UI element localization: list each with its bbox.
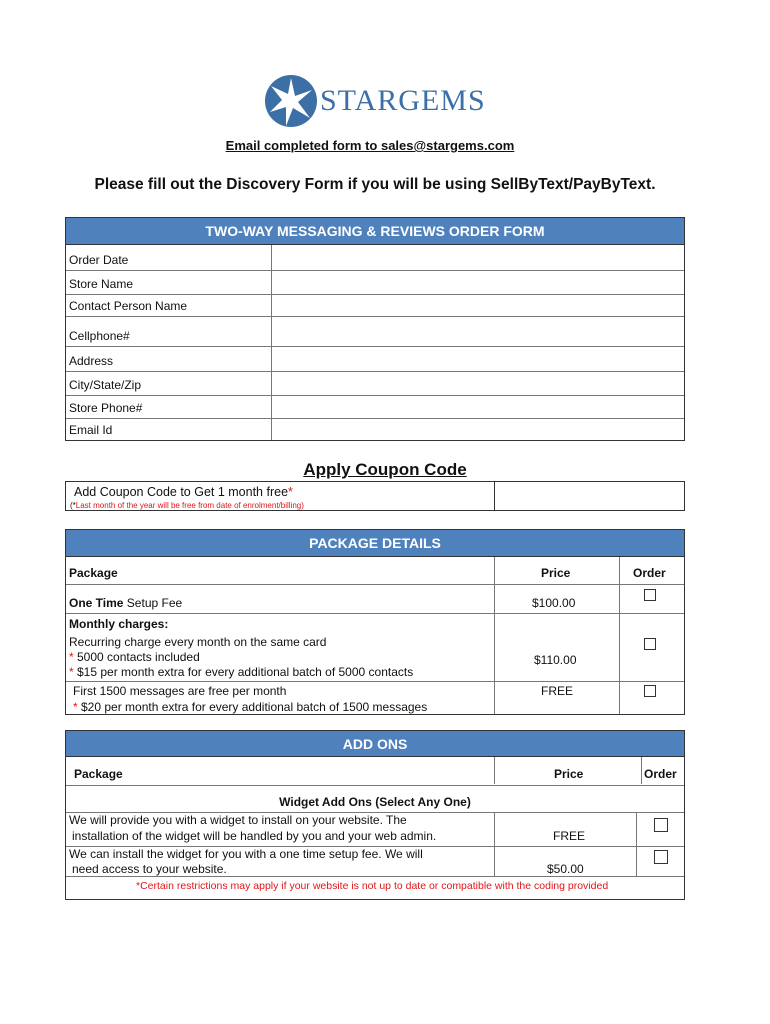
field-store-name	[66, 271, 684, 295]
discovery-form-note: Please fill out the Discovery Form if you will be using SellByText/PayByText.	[94, 176, 656, 193]
column-divider	[619, 557, 620, 714]
field-label: Store Phone#	[69, 401, 143, 415]
contact-person-input[interactable]	[271, 295, 684, 316]
restrictions-note: *Certain restrictions may apply if your website is not up to date or compatible with the coding provided	[136, 880, 609, 892]
coupon-row	[65, 481, 685, 511]
field-label: Cellphone#	[69, 329, 130, 343]
monthly-charges-line: Recurring charge every month on the same card	[69, 635, 327, 649]
field-store-phone	[66, 396, 684, 419]
stargems-logo	[262, 70, 502, 130]
add-ons-table	[65, 730, 685, 900]
widget-option-1-line: We will provide you with a widget to install on your website. The	[69, 813, 407, 827]
setup-fee-rest: Setup Fee	[123, 596, 183, 610]
row-divider	[66, 584, 684, 585]
setup-fee-label	[69, 596, 182, 611]
star-emblem-icon	[262, 72, 320, 130]
coupon-note-prefix: (*	[70, 501, 76, 510]
coupon-label-text: Add Coupon Code to Get 1 month free	[74, 485, 289, 499]
add-ons-title: ADD ONS	[66, 731, 684, 757]
messages-line: First 1500 messages are free per month	[73, 684, 287, 698]
logo-wordmark: STARGEMS	[320, 84, 486, 117]
monthly-contacts-line	[69, 650, 200, 665]
field-label: Address	[69, 354, 114, 368]
field-cellphone	[66, 317, 684, 347]
widget-option-1-line: installation of the widget will be handled by you and your web admin.	[72, 829, 437, 843]
column-divider	[494, 757, 495, 784]
field-email-id	[66, 419, 684, 440]
row-divider	[66, 613, 684, 614]
messages-extra-line	[73, 700, 427, 715]
column-divider	[636, 812, 637, 876]
field-label: Store Name	[69, 277, 134, 291]
column-divider	[494, 812, 495, 876]
widget-option-2-price: $50.00	[547, 862, 584, 876]
coupon-note	[70, 501, 304, 510]
row-divider	[66, 681, 684, 682]
column-header-price: Price	[554, 767, 584, 781]
monthly-price: $110.00	[534, 653, 577, 667]
required-asterisk: *	[288, 485, 293, 499]
setup-fee-price: $100.00	[532, 596, 576, 610]
store-name-input[interactable]	[271, 271, 684, 294]
field-contact-person	[66, 295, 684, 317]
order-form	[65, 217, 685, 441]
field-address	[66, 347, 684, 372]
package-details-table	[65, 529, 685, 715]
field-label: City/State/Zip	[69, 378, 142, 392]
coupon-label	[74, 485, 293, 499]
messages-price: FREE	[541, 684, 574, 698]
order-date-input[interactable]	[271, 245, 684, 270]
address-input[interactable]	[271, 347, 684, 371]
city-state-zip-input[interactable]	[271, 372, 684, 395]
bullet-asterisk: *	[69, 650, 74, 664]
widget-option-1-price: FREE	[553, 829, 586, 843]
email-instruction-link[interactable]: Email completed form to sales@stargems.com	[225, 138, 515, 153]
field-order-date	[66, 245, 684, 271]
monthly-checkbox[interactable]	[644, 638, 656, 650]
messages-extra-text: $20 per month extra for every additional batch of 1500 messages	[77, 700, 428, 714]
column-header-order: Order	[644, 767, 677, 781]
widget-option-1-checkbox[interactable]	[654, 818, 668, 832]
column-header-order: Order	[633, 566, 666, 580]
coupon-code-input[interactable]	[494, 482, 684, 510]
monthly-contacts-text: 5000 contacts included	[73, 650, 200, 664]
email-id-input[interactable]	[271, 419, 684, 440]
widget-add-ons-title: Widget Add Ons (Select Any One)	[279, 795, 471, 809]
store-phone-input[interactable]	[271, 396, 684, 418]
monthly-extra-text: $15 per month extra for every additional batch of 5000 contacts	[73, 665, 414, 679]
coupon-section-title: Apply Coupon Code	[303, 460, 467, 479]
field-label: Contact Person Name	[69, 299, 188, 313]
bullet-asterisk: *	[73, 700, 78, 714]
field-label: Email Id	[69, 423, 113, 437]
widget-option-2-line: We can install the widget for you with a one time setup fee. We will	[69, 847, 423, 861]
package-details-title: PACKAGE DETAILS	[66, 530, 684, 557]
setup-fee-checkbox[interactable]	[644, 589, 656, 601]
row-divider	[66, 785, 684, 786]
setup-fee-bold: One Time	[69, 596, 124, 610]
messages-checkbox[interactable]	[644, 685, 656, 697]
column-header-package: Package	[74, 767, 123, 781]
column-divider	[641, 757, 642, 784]
order-form-title: TWO-WAY MESSAGING & REVIEWS ORDER FORM	[66, 218, 684, 245]
cellphone-input[interactable]	[271, 317, 684, 346]
field-label: Order Date	[69, 253, 129, 267]
coupon-note-text: Last month of the year will be free from date of enrolment/billing)	[75, 501, 304, 510]
widget-option-2-line: need access to your website.	[72, 862, 227, 876]
column-divider	[494, 557, 495, 714]
column-header-package: Package	[69, 566, 118, 580]
bullet-asterisk: *	[69, 665, 74, 679]
monthly-extra-line	[69, 665, 413, 680]
field-city-state-zip	[66, 372, 684, 396]
monthly-charges-title: Monthly charges:	[69, 617, 169, 631]
column-header-price: Price	[541, 566, 571, 580]
widget-option-2-checkbox[interactable]	[654, 850, 668, 864]
